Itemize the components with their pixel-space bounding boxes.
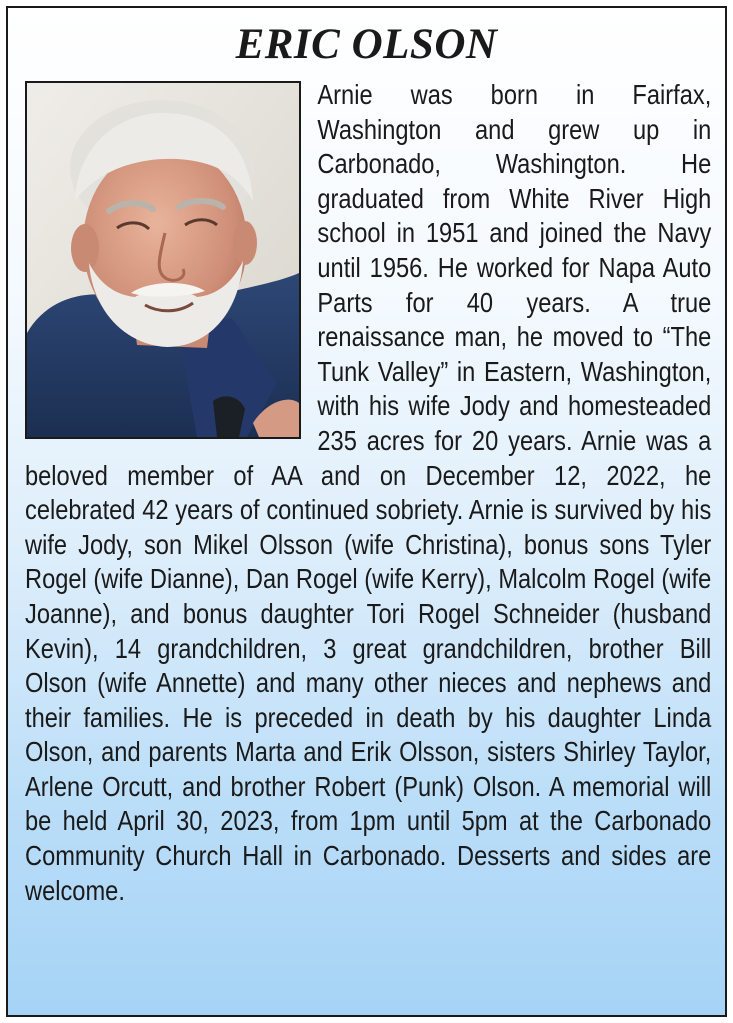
- obituary-paragraph: Arnie was born in Fairfax, Washington and grew up in Carbonado, Washington. He graduated from White River High school in 1951 and joined the Navy until 1956. He worked for Napa Auto Parts for 40 years. A true renaissance man, he moved to “The Tunk Valley” in Eastern, Washington, with his wife Jody and homesteaded 235 acres for 20 years. Arnie was a beloved member of AA and on December 12, 2022, he celebrated 42 years of continued sobriety. Arnie is survived by his wife Jody, son Mikel Olsson (wife Christina), bonus sons Tyler Rogel (wife Dianne), Dan Rogel (wife Kerry), Malcolm Rogel (wife Joanne), and bonus daughter Tori Rogel Schneider (husband Kevin), 14 grandchildren, 3 great grandchildren, brother Bill Olson (wife Annette) and many other nieces and nephews and their families. He is preceded in death by his daughter Linda Olson, and parents Marta and Erik Olsson, sisters Shirley Taylor, Arlene Orcutt, and brother Robert (Punk) Olson. A memorial will be held April 30, 2023, from 1pm until 5pm at the Carbonado Community Church Hall in Carbonado. Desserts and sides are welcome.: [25, 79, 712, 906]
- obituary-panel: [6, 6, 727, 1017]
- obituary-body-text: [25, 78, 711, 908]
- obituary-name-heading: ERIC OLSON: [235, 21, 498, 68]
- photo-spacer: [25, 78, 317, 442]
